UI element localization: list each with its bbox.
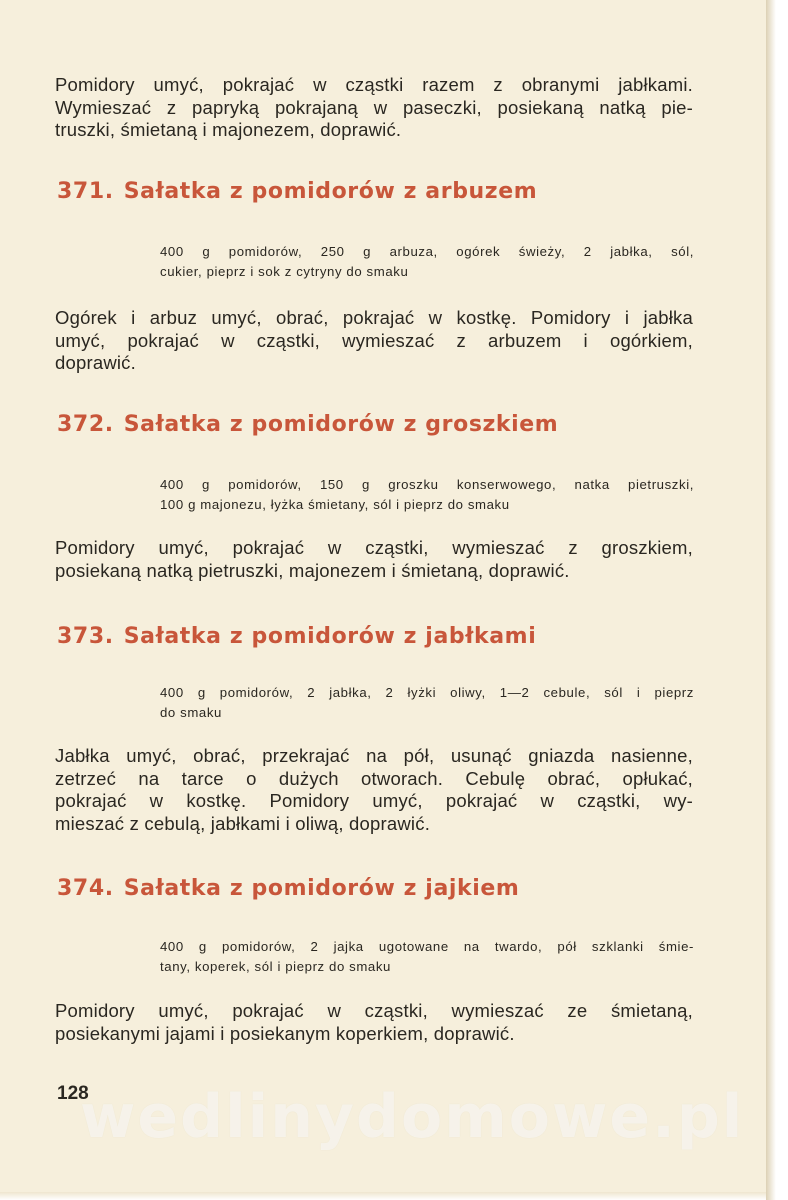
text-line: zetrzeć na tarce o dużych otworach. Cebulę obrać, opłukać, (55, 767, 693, 789)
page-edge (766, 0, 788, 1200)
recipe-ingredients-374 (160, 937, 694, 977)
page-bottom-edge (0, 1192, 766, 1200)
text-line: Ogórek i arbuz umyć, obrać, pokrajać w kostkę. Pomidory i jabłka (55, 307, 693, 328)
ingredients-line: 400 g pomidorów, 2 jajka ugotowane na twardo, pół szklanki śmie- (160, 939, 694, 954)
recipe-ingredients-373 (160, 683, 694, 723)
ingredients-line: 400 g pomidorów, 150 g groszku konserwowego, natka pietruszki, (160, 477, 694, 492)
recipe-title: Sałatka z pomidorów z groszkiem (123, 412, 559, 437)
recipe-instructions-374 (55, 1000, 693, 1045)
recipe-title: Sałatka z pomidorów z jabłkami (123, 624, 537, 649)
recipe-title: Sałatka z pomidorów z arbuzem (123, 179, 538, 204)
recipe-instructions-373 (55, 745, 693, 835)
watermark: wedlinydomowe.pl (80, 1082, 745, 1152)
recipe-number: 374. (57, 876, 114, 901)
recipe-title: Sałatka z pomidorów z jajkiem (123, 876, 520, 901)
recipe-instructions-372 (55, 537, 693, 582)
text-line: truszki, śmietaną i majonezem, doprawić. (55, 119, 402, 140)
recipe-instructions-371 (55, 307, 693, 375)
ingredients-line: tany, koperek, sól i pieprz do smaku (160, 959, 391, 974)
recipe-ingredients-372 (160, 475, 694, 515)
text-line: Jabłka umyć, obrać, przekrajać na pół, usunąć gniazda nasienne, (55, 745, 693, 766)
text-line: mieszać z cebulą, jabłkami i oliwą, doprawić. (55, 812, 431, 834)
intro-paragraph (55, 74, 693, 142)
text-line: doprawić. (55, 352, 136, 373)
ingredients-line: do smaku (160, 705, 222, 720)
recipe-ingredients-371 (160, 242, 694, 282)
recipe-number: 372. (57, 412, 114, 437)
ingredients-line: 400 g pomidorów, 250 g arbuza, ogórek świeży, 2 jabłka, sól, (160, 244, 694, 259)
ingredients-line: 100 g majonezu, łyżka śmietany, sól i pieprz do smaku (160, 497, 510, 512)
ingredients-line: 400 g pomidorów, 2 jabłka, 2 łyżki oliwy, 1—2 cebule, sól i pieprz (160, 685, 694, 700)
recipe-heading-374 (57, 875, 519, 903)
text-line: Pomidory umyć, pokrajać w cząstki, wymieszać ze śmietaną, (55, 1000, 693, 1021)
text-line: posiekanymi jajami i posiekanym koperkiem, doprawić. (55, 1022, 515, 1044)
recipe-heading-373 (57, 623, 536, 651)
recipe-heading-372 (57, 411, 558, 439)
text-line: Pomidory umyć, pokrajać w cząstki, wymieszać z groszkiem, (55, 537, 693, 558)
ingredients-line: cukier, pieprz i sok z cytryny do smaku (160, 264, 409, 279)
page-number: 128 (57, 1083, 89, 1104)
recipe-number: 373. (57, 624, 114, 649)
text-line: Wymieszać z papryką pokrajaną w paseczki, posiekaną natką pie- (55, 96, 693, 118)
text-line: posiekaną natką pietruszki, majonezem i śmietaną, doprawić. (55, 559, 570, 581)
text-line: Pomidory umyć, pokrajać w cząstki razem z obranymi jabłkami. (55, 74, 693, 95)
text-line: pokrajać w kostkę. Pomidory umyć, pokrajać w cząstki, wy- (55, 790, 693, 811)
recipe-heading-371 (57, 178, 537, 206)
text-line: umyć, pokrajać w cząstki, wymieszać z arbuzem i ogórkiem, (55, 329, 693, 351)
recipe-number: 371. (57, 179, 114, 204)
